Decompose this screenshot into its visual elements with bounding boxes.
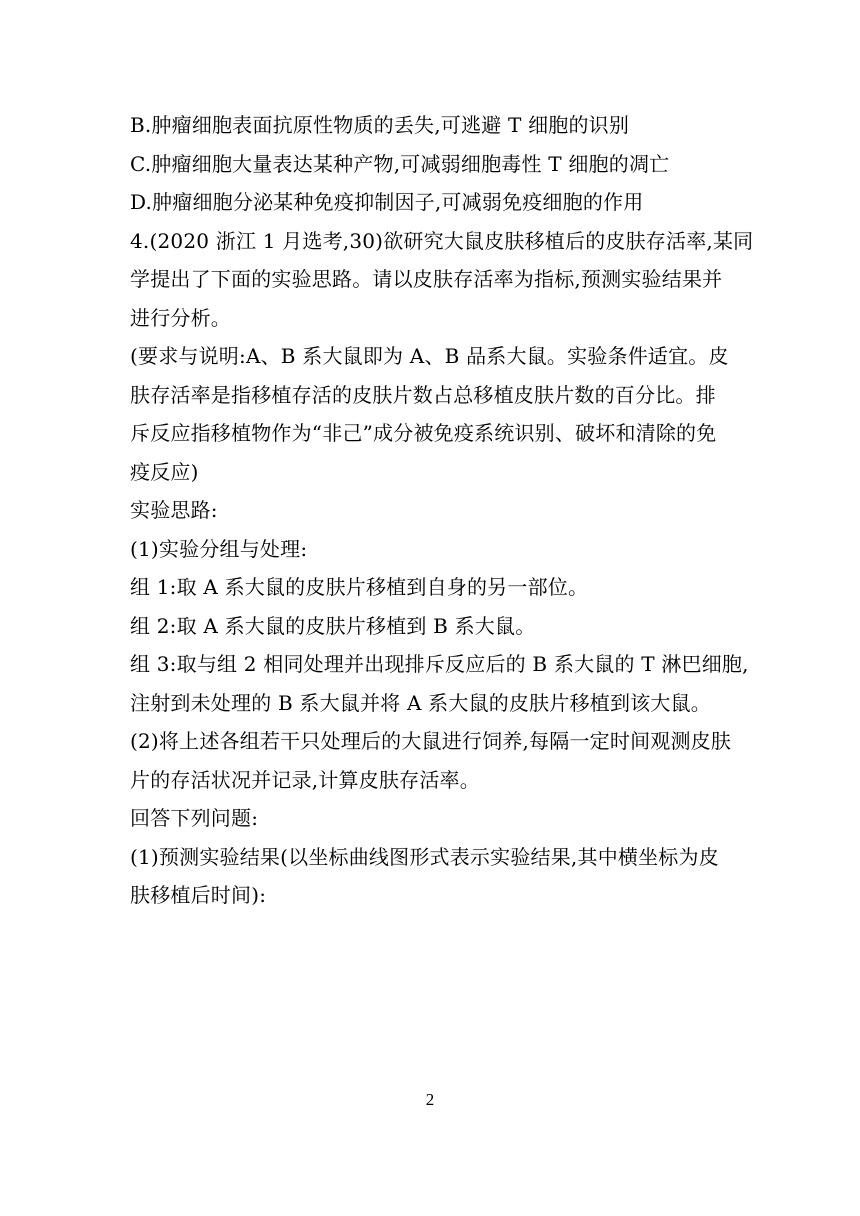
page-number: 2 [425, 1090, 435, 1109]
option-c: C.肿瘤细胞大量表达某种产物,可减弱细胞毒性 T 细胞的凋亡 [130, 151, 670, 176]
group-3-line-2: 注射到未处理的 B 系大鼠并将 A 系大鼠的皮肤片移植到该大鼠。 [130, 690, 711, 715]
question-4-line-2: 学提出了下面的实验思路。请以皮肤存活率为指标,预测实验结果并 [130, 267, 723, 291]
experiment-idea-heading: 实验思路: [130, 498, 218, 522]
document-body [130, 106, 754, 915]
step-2-line-1: (2)将上述各组若干只处理后的大鼠进行饲养,每隔一定时间观测皮肤 [130, 729, 732, 753]
group-3-line-1: 组 3:取与组 2 相同处理并出现排斥反应后的 B 系大鼠的 T 淋巴细胞, [130, 652, 749, 676]
group-1: 组 1:取 A 系大鼠的皮肤片移植到自身的另一部位。 [130, 575, 589, 599]
step-2-line-2: 片的存活状况并记录,计算皮肤存活率。 [130, 767, 480, 792]
option-b: B.肿瘤细胞表面抗原性物质的丢失,可逃避 T 细胞的识别 [130, 113, 630, 137]
sub-question-1-line-1: (1)预测实验结果(以坐标曲线图形式表示实验结果,其中横坐标为皮 [130, 844, 719, 869]
requirements-line-2: 肤存活率是指移植存活的皮肤片数占总移植皮肤片数的百分比。排 [130, 382, 716, 407]
step-1-heading: (1)实验分组与处理: [130, 536, 308, 561]
answer-heading: 回答下列问题: [130, 806, 259, 830]
question-4-line-1: 4.(2020 浙江 1 月选考,30)欲研究大鼠皮肤移植后的皮肤存活率,某同 [130, 228, 754, 253]
option-d: D.肿瘤细胞分泌某种免疫抑制因子,可减弱免疫细胞的作用 [130, 190, 644, 214]
group-2: 组 2:取 A 系大鼠的皮肤片移植到 B 系大鼠。 [130, 613, 536, 638]
requirements-line-4: 疫反应) [130, 459, 199, 484]
requirements-line-3: 斥反应指移植物作为“非己”成分被免疫系统识别、破坏和清除的免 [130, 421, 717, 445]
sub-question-1-line-2: 肤移植后时间): [130, 883, 267, 907]
question-4-line-3: 进行分析。 [130, 305, 231, 330]
requirements-line-1: (要求与说明:A、B 系大鼠即为 A、B 品系大鼠。实验条件适宜。皮 [130, 344, 729, 368]
